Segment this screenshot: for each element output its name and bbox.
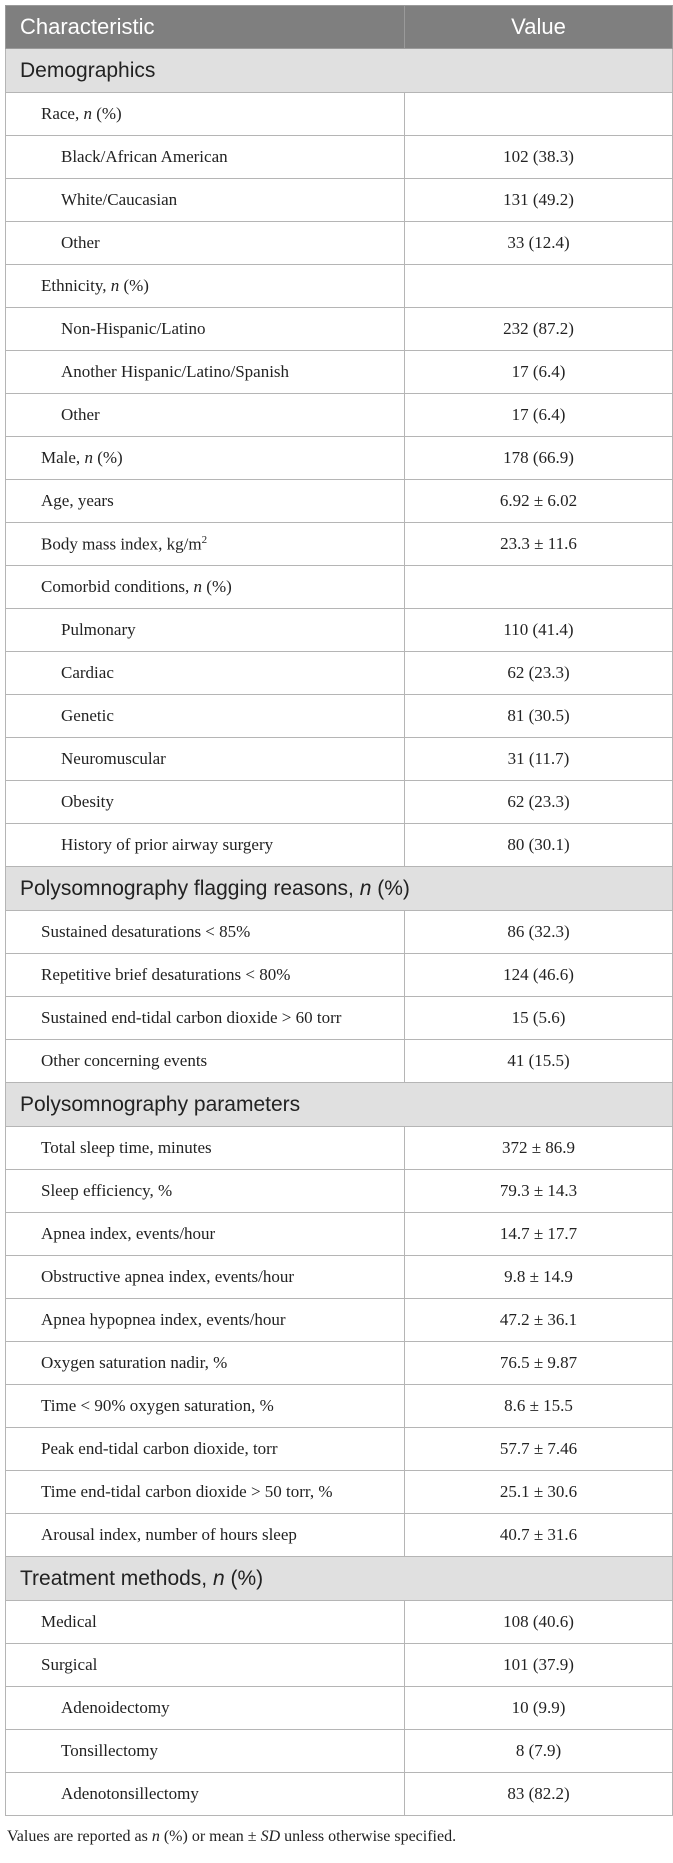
- row-label-text: Oxygen saturation nadir, %: [41, 1353, 228, 1372]
- row-value: 41 (15.5): [405, 1040, 673, 1083]
- row-label: [6, 695, 405, 738]
- characteristics-table: [5, 5, 673, 1816]
- row-label-text: Peak end-tidal carbon dioxide, torr: [41, 1439, 278, 1458]
- row-value: 10 (9.9): [405, 1687, 673, 1730]
- row-value: 110 (41.4): [405, 609, 673, 652]
- row-value: 372 ± 86.9: [405, 1127, 673, 1170]
- row-label-text: Ethnicity,: [41, 276, 111, 295]
- row-label-text: Pulmonary: [61, 620, 136, 639]
- row-value: 47.2 ± 36.1: [405, 1299, 673, 1342]
- row-label-text: Male,: [41, 448, 85, 467]
- row-value: 57.7 ± 7.46: [405, 1428, 673, 1471]
- row-value: 232 (87.2): [405, 308, 673, 351]
- row-label: [6, 1213, 405, 1256]
- table-row: [6, 1170, 673, 1213]
- row-value: 40.7 ± 31.6: [405, 1514, 673, 1557]
- row-value: 76.5 ± 9.87: [405, 1342, 673, 1385]
- table-row: [6, 824, 673, 867]
- section-header-row: [6, 49, 673, 93]
- row-value: 79.3 ± 14.3: [405, 1170, 673, 1213]
- row-label: [6, 351, 405, 394]
- row-label: [6, 1601, 405, 1644]
- row-label: [6, 1773, 405, 1816]
- row-label-text: Arousal index, number of hours sleep: [41, 1525, 297, 1544]
- table-row: [6, 136, 673, 179]
- row-label: [6, 1471, 405, 1514]
- row-value: 101 (37.9): [405, 1644, 673, 1687]
- row-label: [6, 136, 405, 179]
- table-row: [6, 1773, 673, 1816]
- row-value: 33 (12.4): [405, 222, 673, 265]
- table-row: [6, 738, 673, 781]
- table-row: [6, 1213, 673, 1256]
- table-row: [6, 437, 673, 480]
- row-label-italic: n: [110, 276, 120, 295]
- row-label: [6, 1730, 405, 1773]
- row-label-italic: n: [83, 104, 92, 123]
- row-label-text: Demographics: [20, 58, 156, 82]
- table-row: [6, 351, 673, 394]
- row-value: 124 (46.6): [405, 954, 673, 997]
- row-label-text: Total sleep time, minutes: [41, 1138, 212, 1157]
- row-label-text: Time end-tidal carbon dioxide > 50 torr, %: [41, 1482, 333, 1501]
- row-value: 62 (23.3): [405, 781, 673, 824]
- row-label: [6, 394, 405, 437]
- table-row: [6, 1342, 673, 1385]
- row-value: 80 (30.1): [405, 824, 673, 867]
- row-label-text: Obesity: [61, 792, 114, 811]
- row-label: [6, 1514, 405, 1557]
- row-label: [6, 1342, 405, 1385]
- row-label-text: Apnea index, events/hour: [41, 1224, 216, 1243]
- row-label-text: Treatment methods,: [20, 1566, 213, 1590]
- table-row: [6, 1644, 673, 1687]
- table-row: [6, 1471, 673, 1514]
- table-row: [6, 93, 673, 136]
- row-value: 8 (7.9): [405, 1730, 673, 1773]
- table-row: [6, 911, 673, 954]
- section-header-row: [6, 1083, 673, 1127]
- row-label-text: Adenoidectomy: [61, 1698, 170, 1717]
- row-label: [6, 954, 405, 997]
- section-header-row: [6, 1557, 673, 1601]
- row-label-italic: n: [193, 577, 203, 596]
- row-label-text: Neuromuscular: [61, 749, 166, 768]
- row-label: [6, 1170, 405, 1213]
- table-row: [6, 1730, 673, 1773]
- row-label-text: Cardiac: [61, 663, 114, 682]
- row-label: [6, 824, 405, 867]
- footnote-text: unless otherwise specified.: [280, 1828, 457, 1845]
- row-label-text: Sustained end-tidal carbon dioxide > 60 torr: [41, 1008, 342, 1027]
- row-label-suffix: (%): [91, 104, 122, 123]
- table-row: [6, 1687, 673, 1730]
- row-value: 9.8 ± 14.9: [405, 1256, 673, 1299]
- row-label-text: Race,: [41, 104, 84, 123]
- row-value: [405, 93, 673, 136]
- row-label-text: Comorbid conditions,: [41, 577, 194, 596]
- row-label: [6, 911, 405, 954]
- table-row: [6, 1428, 673, 1471]
- row-label-suffix: (%): [371, 876, 410, 900]
- row-label-italic: n: [359, 876, 372, 900]
- row-label-text: Tonsillectomy: [61, 1741, 159, 1760]
- row-value: 17 (6.4): [405, 351, 673, 394]
- row-value: 25.1 ± 30.6: [405, 1471, 673, 1514]
- row-label-text: Apnea hypopnea index, events/hour: [41, 1310, 286, 1329]
- row-label: [6, 222, 405, 265]
- row-label-text: Repetitive brief desaturations < 80%: [41, 965, 291, 984]
- table-row: [6, 222, 673, 265]
- row-label-text: Other: [61, 405, 100, 424]
- row-label-text: Non-Hispanic/Latino: [61, 319, 206, 338]
- row-label: [6, 1687, 405, 1730]
- row-value: 6.92 ± 6.02: [405, 480, 673, 523]
- table-row: [6, 308, 673, 351]
- row-value: 131 (49.2): [405, 179, 673, 222]
- row-value: 31 (11.7): [405, 738, 673, 781]
- row-value: 108 (40.6): [405, 1601, 673, 1644]
- row-value: 102 (38.3): [405, 136, 673, 179]
- row-label: [6, 1040, 405, 1083]
- section-header-row: [6, 867, 673, 911]
- row-label-text: Black/African American: [61, 147, 228, 166]
- table-body: [6, 49, 673, 1816]
- row-value: 15 (5.6): [405, 997, 673, 1040]
- table-row: [6, 1514, 673, 1557]
- table-row: [6, 652, 673, 695]
- footnote-text: (%) or mean ±: [159, 1828, 261, 1845]
- table-row: [6, 997, 673, 1040]
- table-row: [6, 1299, 673, 1342]
- row-label: [6, 480, 405, 523]
- row-label: [6, 93, 405, 136]
- section-header: [6, 867, 673, 911]
- table-row: [6, 1040, 673, 1083]
- header-characteristic: Characteristic: [6, 6, 405, 49]
- footnote-italic-sd: SD: [260, 1828, 281, 1845]
- row-value: 178 (66.9): [405, 437, 673, 480]
- row-label: [6, 738, 405, 781]
- row-label-italic: n: [212, 1566, 225, 1590]
- row-label-text: Polysomnography parameters: [20, 1092, 301, 1116]
- row-label: [6, 437, 405, 480]
- row-value: 14.7 ± 17.7: [405, 1213, 673, 1256]
- footnote-italic-n: n: [151, 1828, 160, 1845]
- footnote-text: Values are reported as: [7, 1828, 152, 1845]
- row-label-text: Polysomnography flagging reasons,: [20, 876, 360, 900]
- row-label: [6, 179, 405, 222]
- table-row: [6, 1385, 673, 1428]
- row-label-superscript: 2: [201, 533, 208, 546]
- row-label: [6, 265, 405, 308]
- row-value: 86 (32.3): [405, 911, 673, 954]
- row-value: [405, 265, 673, 308]
- row-label: [6, 652, 405, 695]
- row-label-text: Sustained desaturations < 85%: [41, 922, 251, 941]
- row-label-text: Another Hispanic/Latino/Spanish: [61, 362, 290, 381]
- row-value: 8.6 ± 15.5: [405, 1385, 673, 1428]
- table-row: [6, 954, 673, 997]
- row-label: [6, 997, 405, 1040]
- table-row: [6, 609, 673, 652]
- row-label: [6, 1256, 405, 1299]
- table-container: [5, 5, 672, 1846]
- row-label: [6, 308, 405, 351]
- row-label: [6, 781, 405, 824]
- table-row: [6, 480, 673, 523]
- row-label-text: Time < 90% oxygen saturation, %: [41, 1396, 274, 1415]
- section-header: [6, 49, 673, 93]
- row-label-text: Obstructive apnea index, events/hour: [41, 1267, 295, 1286]
- header-value: Value: [405, 6, 673, 49]
- table-row: [6, 1127, 673, 1170]
- table-row: [6, 523, 673, 566]
- row-value: 23.3 ± 11.6: [405, 523, 673, 566]
- row-label-text: Sleep efficiency, %: [41, 1181, 173, 1200]
- row-label: [6, 609, 405, 652]
- row-label: [6, 1385, 405, 1428]
- table-row: [6, 179, 673, 222]
- row-label-suffix: (%): [202, 577, 232, 596]
- section-header: [6, 1083, 673, 1127]
- row-label-text: Body mass index, kg/m: [41, 534, 202, 554]
- row-label: [6, 1644, 405, 1687]
- row-value: 17 (6.4): [405, 394, 673, 437]
- row-label: [6, 523, 405, 566]
- table-row: [6, 394, 673, 437]
- row-label: [6, 1428, 405, 1471]
- row-label-text: Other: [61, 233, 100, 252]
- row-value: 81 (30.5): [405, 695, 673, 738]
- row-label-text: Medical: [41, 1612, 97, 1631]
- row-label-text: White/Caucasian: [61, 190, 178, 209]
- row-label-text: Surgical: [41, 1655, 98, 1674]
- row-label-text: Other concerning events: [41, 1051, 208, 1070]
- row-label-text: Genetic: [61, 706, 114, 725]
- row-label-text: History of prior airway surgery: [61, 835, 274, 854]
- row-label-text: Adenotonsillectomy: [61, 1784, 199, 1803]
- row-label: [6, 1127, 405, 1170]
- table-row: [6, 695, 673, 738]
- row-label: [6, 1299, 405, 1342]
- row-label: [6, 566, 405, 609]
- row-label-text: Age, years: [41, 491, 114, 510]
- table-row: [6, 1601, 673, 1644]
- row-value: 62 (23.3): [405, 652, 673, 695]
- table-row: [6, 1256, 673, 1299]
- section-header: [6, 1557, 673, 1601]
- table-footnote: [5, 1828, 672, 1846]
- row-label-suffix: (%): [224, 1566, 264, 1590]
- header-row: [6, 6, 673, 49]
- table-row: [6, 781, 673, 824]
- table-row: [6, 566, 673, 609]
- row-label-italic: n: [84, 448, 93, 467]
- row-label-suffix: (%): [92, 448, 123, 467]
- row-value: [405, 566, 673, 609]
- row-label-suffix: (%): [119, 276, 149, 295]
- table-row: [6, 265, 673, 308]
- row-value: 83 (82.2): [405, 1773, 673, 1816]
